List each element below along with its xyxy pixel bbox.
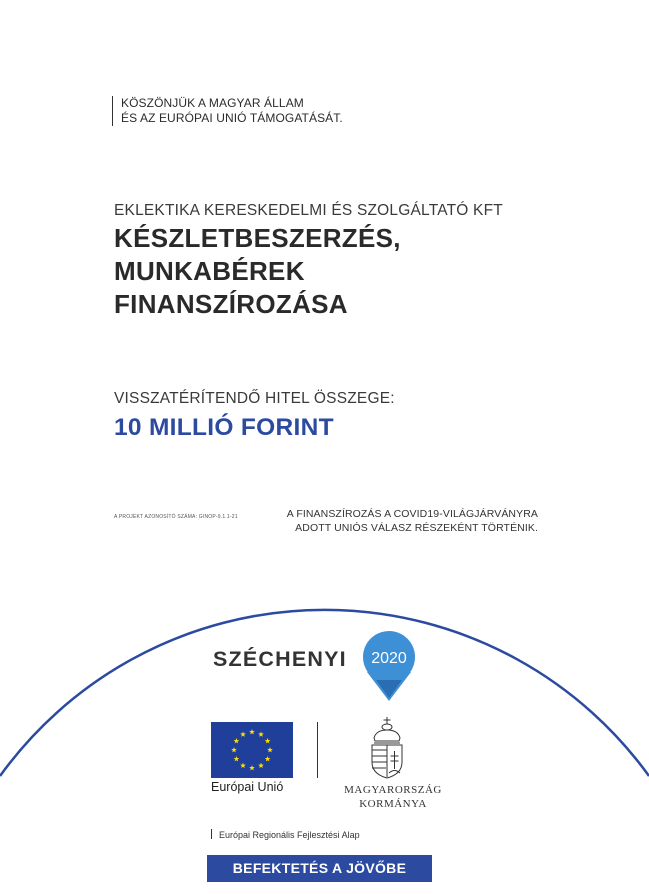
loan-label: VISSZATÉRÍTENDŐ HITEL ÖSSZEGE:	[114, 390, 395, 407]
government-label-line-1: MAGYARORSZÁG	[344, 784, 442, 796]
fund-bar	[211, 829, 212, 839]
eu-flag-icon	[211, 722, 293, 778]
coat-of-arms-icon	[366, 716, 408, 780]
logo-divider	[317, 722, 318, 778]
government-label-line-2: KORMÁNYA	[359, 798, 427, 810]
fund-label-text: Európai Regionális Fejlesztési Alap	[219, 830, 360, 840]
government-label	[333, 783, 453, 811]
project-title-line: FINANSZÍROZÁSA	[114, 289, 348, 319]
covid-note-line-1: A FINANSZÍROZÁS A COVID19-VILÁGJÁRVÁNYRA	[286, 508, 538, 520]
szechenyi-wordmark: SZÉCHENYI	[213, 647, 347, 671]
covid-note-line-2: ADOTT UNIÓS VÁLASZ RÉSZEKÉNT TÖRTÉNIK.	[295, 522, 538, 534]
project-title-line: MUNKABÉREK	[114, 256, 305, 286]
acknowledgement-line-1: KÖSZÖNJÜK A MAGYAR ÁLLAM	[121, 96, 304, 110]
acknowledgement-line-2: ÉS AZ EURÓPAI UNIÓ TÁMOGATÁSÁT.	[121, 111, 343, 125]
eu-label: Európai Unió	[211, 780, 284, 794]
szechenyi-pin-icon	[362, 630, 416, 702]
project-title-line: KÉSZLETBESZERZÉS,	[114, 223, 401, 253]
szechenyi-year: 2020	[371, 650, 407, 667]
invest-banner: BEFEKTETÉS A JÖVŐBE	[207, 855, 432, 882]
fund-label	[211, 829, 360, 840]
loan-amount: 10 MILLIÓ FORINT	[114, 414, 334, 441]
project-id: A PROJEKT AZONOSÍTÓ SZÁMA: GINOP-9.1.1-21	[114, 514, 238, 520]
company-name: EKLEKTIKA KERESKEDELMI ÉS SZOLGÁLTATÓ KFT	[114, 202, 503, 219]
